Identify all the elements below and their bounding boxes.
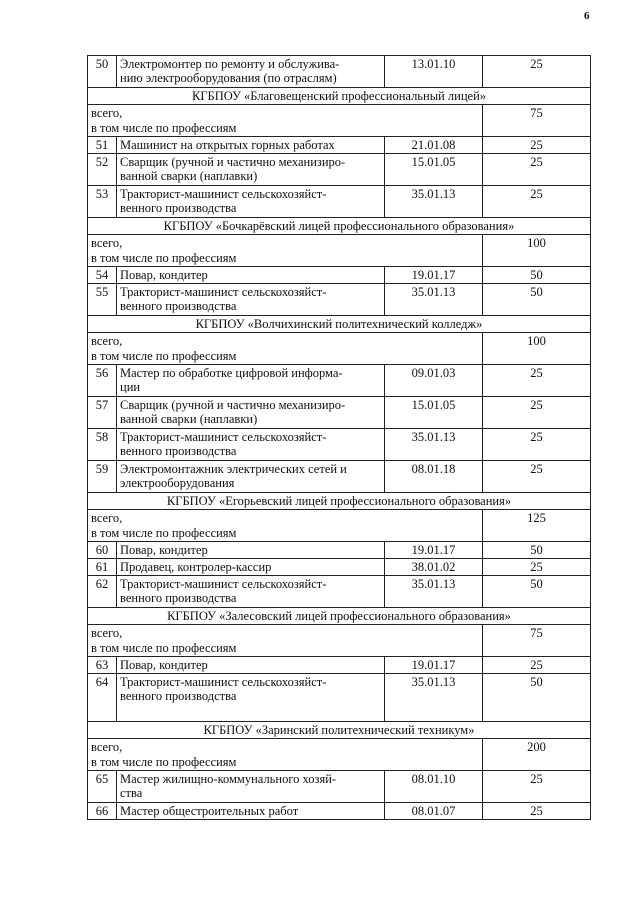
profession-row (88, 803, 591, 820)
enrollment-quantity: 50 (483, 576, 591, 608)
enrollment-quantity: 25 (483, 657, 591, 674)
enrollment-quantity: 50 (483, 674, 591, 722)
professions-table-body (88, 56, 591, 820)
total-row (88, 739, 591, 771)
profession-name: Повар, кондитер (117, 267, 385, 284)
enrollment-quantity: 25 (483, 186, 591, 218)
total-label: всего, в том числе по профессиям (88, 333, 483, 365)
profession-row (88, 267, 591, 284)
row-number: 52 (88, 154, 117, 186)
row-number: 66 (88, 803, 117, 820)
profession-code: 13.01.10 (385, 56, 483, 88)
institution-title: КГБПОУ «Заринский политехнический техникум» (88, 722, 591, 739)
profession-code: 19.01.17 (385, 657, 483, 674)
profession-code: 35.01.13 (385, 576, 483, 608)
profession-row (88, 674, 591, 722)
profession-name: Сварщик (ручной и частично механизиро- ванной сварки (наплавки) (117, 154, 385, 186)
row-number: 53 (88, 186, 117, 218)
total-label: всего, в том числе по профессиям (88, 235, 483, 267)
total-quantity: 100 (483, 235, 591, 267)
enrollment-quantity: 50 (483, 542, 591, 559)
profession-row (88, 657, 591, 674)
institution-header-row (88, 722, 591, 739)
institution-title: КГБПОУ «Волчихинский политехнический колледж» (88, 316, 591, 333)
profession-name: Сварщик (ручной и частично механизиро- ванной сварки (наплавки) (117, 397, 385, 429)
enrollment-quantity: 25 (483, 771, 591, 803)
total-row (88, 333, 591, 365)
enrollment-quantity: 25 (483, 154, 591, 186)
profession-code: 35.01.13 (385, 429, 483, 461)
enrollment-quantity: 25 (483, 397, 591, 429)
row-number: 61 (88, 559, 117, 576)
total-quantity: 200 (483, 739, 591, 771)
profession-row (88, 186, 591, 218)
profession-row (88, 559, 591, 576)
profession-row (88, 56, 591, 88)
total-quantity: 75 (483, 625, 591, 657)
profession-code: 38.01.02 (385, 559, 483, 576)
profession-name: Электромонтер по ремонту и обслужива- нию электрооборудования (по отраслям) (117, 56, 385, 88)
row-number: 59 (88, 461, 117, 493)
enrollment-quantity: 25 (483, 559, 591, 576)
profession-code: 35.01.13 (385, 674, 483, 722)
profession-code: 19.01.17 (385, 267, 483, 284)
profession-row (88, 137, 591, 154)
profession-row (88, 461, 591, 493)
page-number: 6 (584, 10, 590, 22)
total-row (88, 235, 591, 267)
enrollment-quantity: 25 (483, 56, 591, 88)
enrollment-quantity: 25 (483, 429, 591, 461)
total-row (88, 625, 591, 657)
total-label: всего, в том числе по профессиям (88, 510, 483, 542)
total-label: всего, в том числе по профессиям (88, 739, 483, 771)
institution-header-row (88, 316, 591, 333)
total-row (88, 105, 591, 137)
profession-row (88, 576, 591, 608)
profession-name: Мастер общестроительных работ (117, 803, 385, 820)
row-number: 56 (88, 365, 117, 397)
profession-row (88, 429, 591, 461)
enrollment-quantity: 25 (483, 137, 591, 154)
profession-name: Повар, кондитер (117, 657, 385, 674)
enrollment-quantity: 50 (483, 284, 591, 316)
profession-name: Тракторист-машинист сельскохозяйст- венного производства (117, 284, 385, 316)
enrollment-quantity: 25 (483, 461, 591, 493)
total-quantity: 125 (483, 510, 591, 542)
row-number: 55 (88, 284, 117, 316)
institution-title: КГБПОУ «Залесовский лицей профессионального образования» (88, 608, 591, 625)
profession-name: Тракторист-машинист сельскохозяйст- венного производства (117, 674, 385, 722)
profession-name: Тракторист-машинист сельскохозяйст- венного производства (117, 576, 385, 608)
profession-code: 21.01.08 (385, 137, 483, 154)
row-number: 58 (88, 429, 117, 461)
row-number: 51 (88, 137, 117, 154)
institution-header-row (88, 493, 591, 510)
institution-title: КГБПОУ «Бочкарёвский лицей профессионального образования» (88, 218, 591, 235)
profession-code: 09.01.03 (385, 365, 483, 397)
profession-row (88, 397, 591, 429)
professions-table (87, 55, 591, 820)
profession-code: 08.01.07 (385, 803, 483, 820)
row-number: 54 (88, 267, 117, 284)
profession-name: Продавец, контролер-кассир (117, 559, 385, 576)
profession-name: Тракторист-машинист сельскохозяйст- венного производства (117, 429, 385, 461)
total-row (88, 510, 591, 542)
profession-row (88, 154, 591, 186)
total-quantity: 75 (483, 105, 591, 137)
profession-row (88, 542, 591, 559)
profession-row (88, 284, 591, 316)
profession-code: 15.01.05 (385, 154, 483, 186)
row-number: 62 (88, 576, 117, 608)
total-quantity: 100 (483, 333, 591, 365)
row-number: 60 (88, 542, 117, 559)
profession-row (88, 365, 591, 397)
enrollment-quantity: 25 (483, 803, 591, 820)
institution-title: КГБПОУ «Благовещенский профессиональный лицей» (88, 88, 591, 105)
profession-name: Электромонтажник электрических сетей и электрооборудования (117, 461, 385, 493)
profession-name: Тракторист-машинист сельскохозяйст- венного производства (117, 186, 385, 218)
profession-code: 35.01.13 (385, 186, 483, 218)
row-number: 64 (88, 674, 117, 722)
enrollment-quantity: 25 (483, 365, 591, 397)
profession-code: 08.01.18 (385, 461, 483, 493)
profession-name: Повар, кондитер (117, 542, 385, 559)
profession-code: 35.01.13 (385, 284, 483, 316)
row-number: 57 (88, 397, 117, 429)
institution-header-row (88, 608, 591, 625)
profession-code: 15.01.05 (385, 397, 483, 429)
total-label: всего, в том числе по профессиям (88, 105, 483, 137)
profession-row (88, 771, 591, 803)
row-number: 65 (88, 771, 117, 803)
institution-title: КГБПОУ «Егорьевский лицей профессионального образования» (88, 493, 591, 510)
total-label: всего, в том числе по профессиям (88, 625, 483, 657)
profession-code: 19.01.17 (385, 542, 483, 559)
enrollment-quantity: 50 (483, 267, 591, 284)
profession-name: Машинист на открытых горных работах (117, 137, 385, 154)
institution-header-row (88, 88, 591, 105)
row-number: 50 (88, 56, 117, 88)
institution-header-row (88, 218, 591, 235)
profession-code: 08.01.10 (385, 771, 483, 803)
row-number: 63 (88, 657, 117, 674)
profession-name: Мастер по обработке цифровой информа- ции (117, 365, 385, 397)
profession-name: Мастер жилищно-коммунального хозяй- ства (117, 771, 385, 803)
